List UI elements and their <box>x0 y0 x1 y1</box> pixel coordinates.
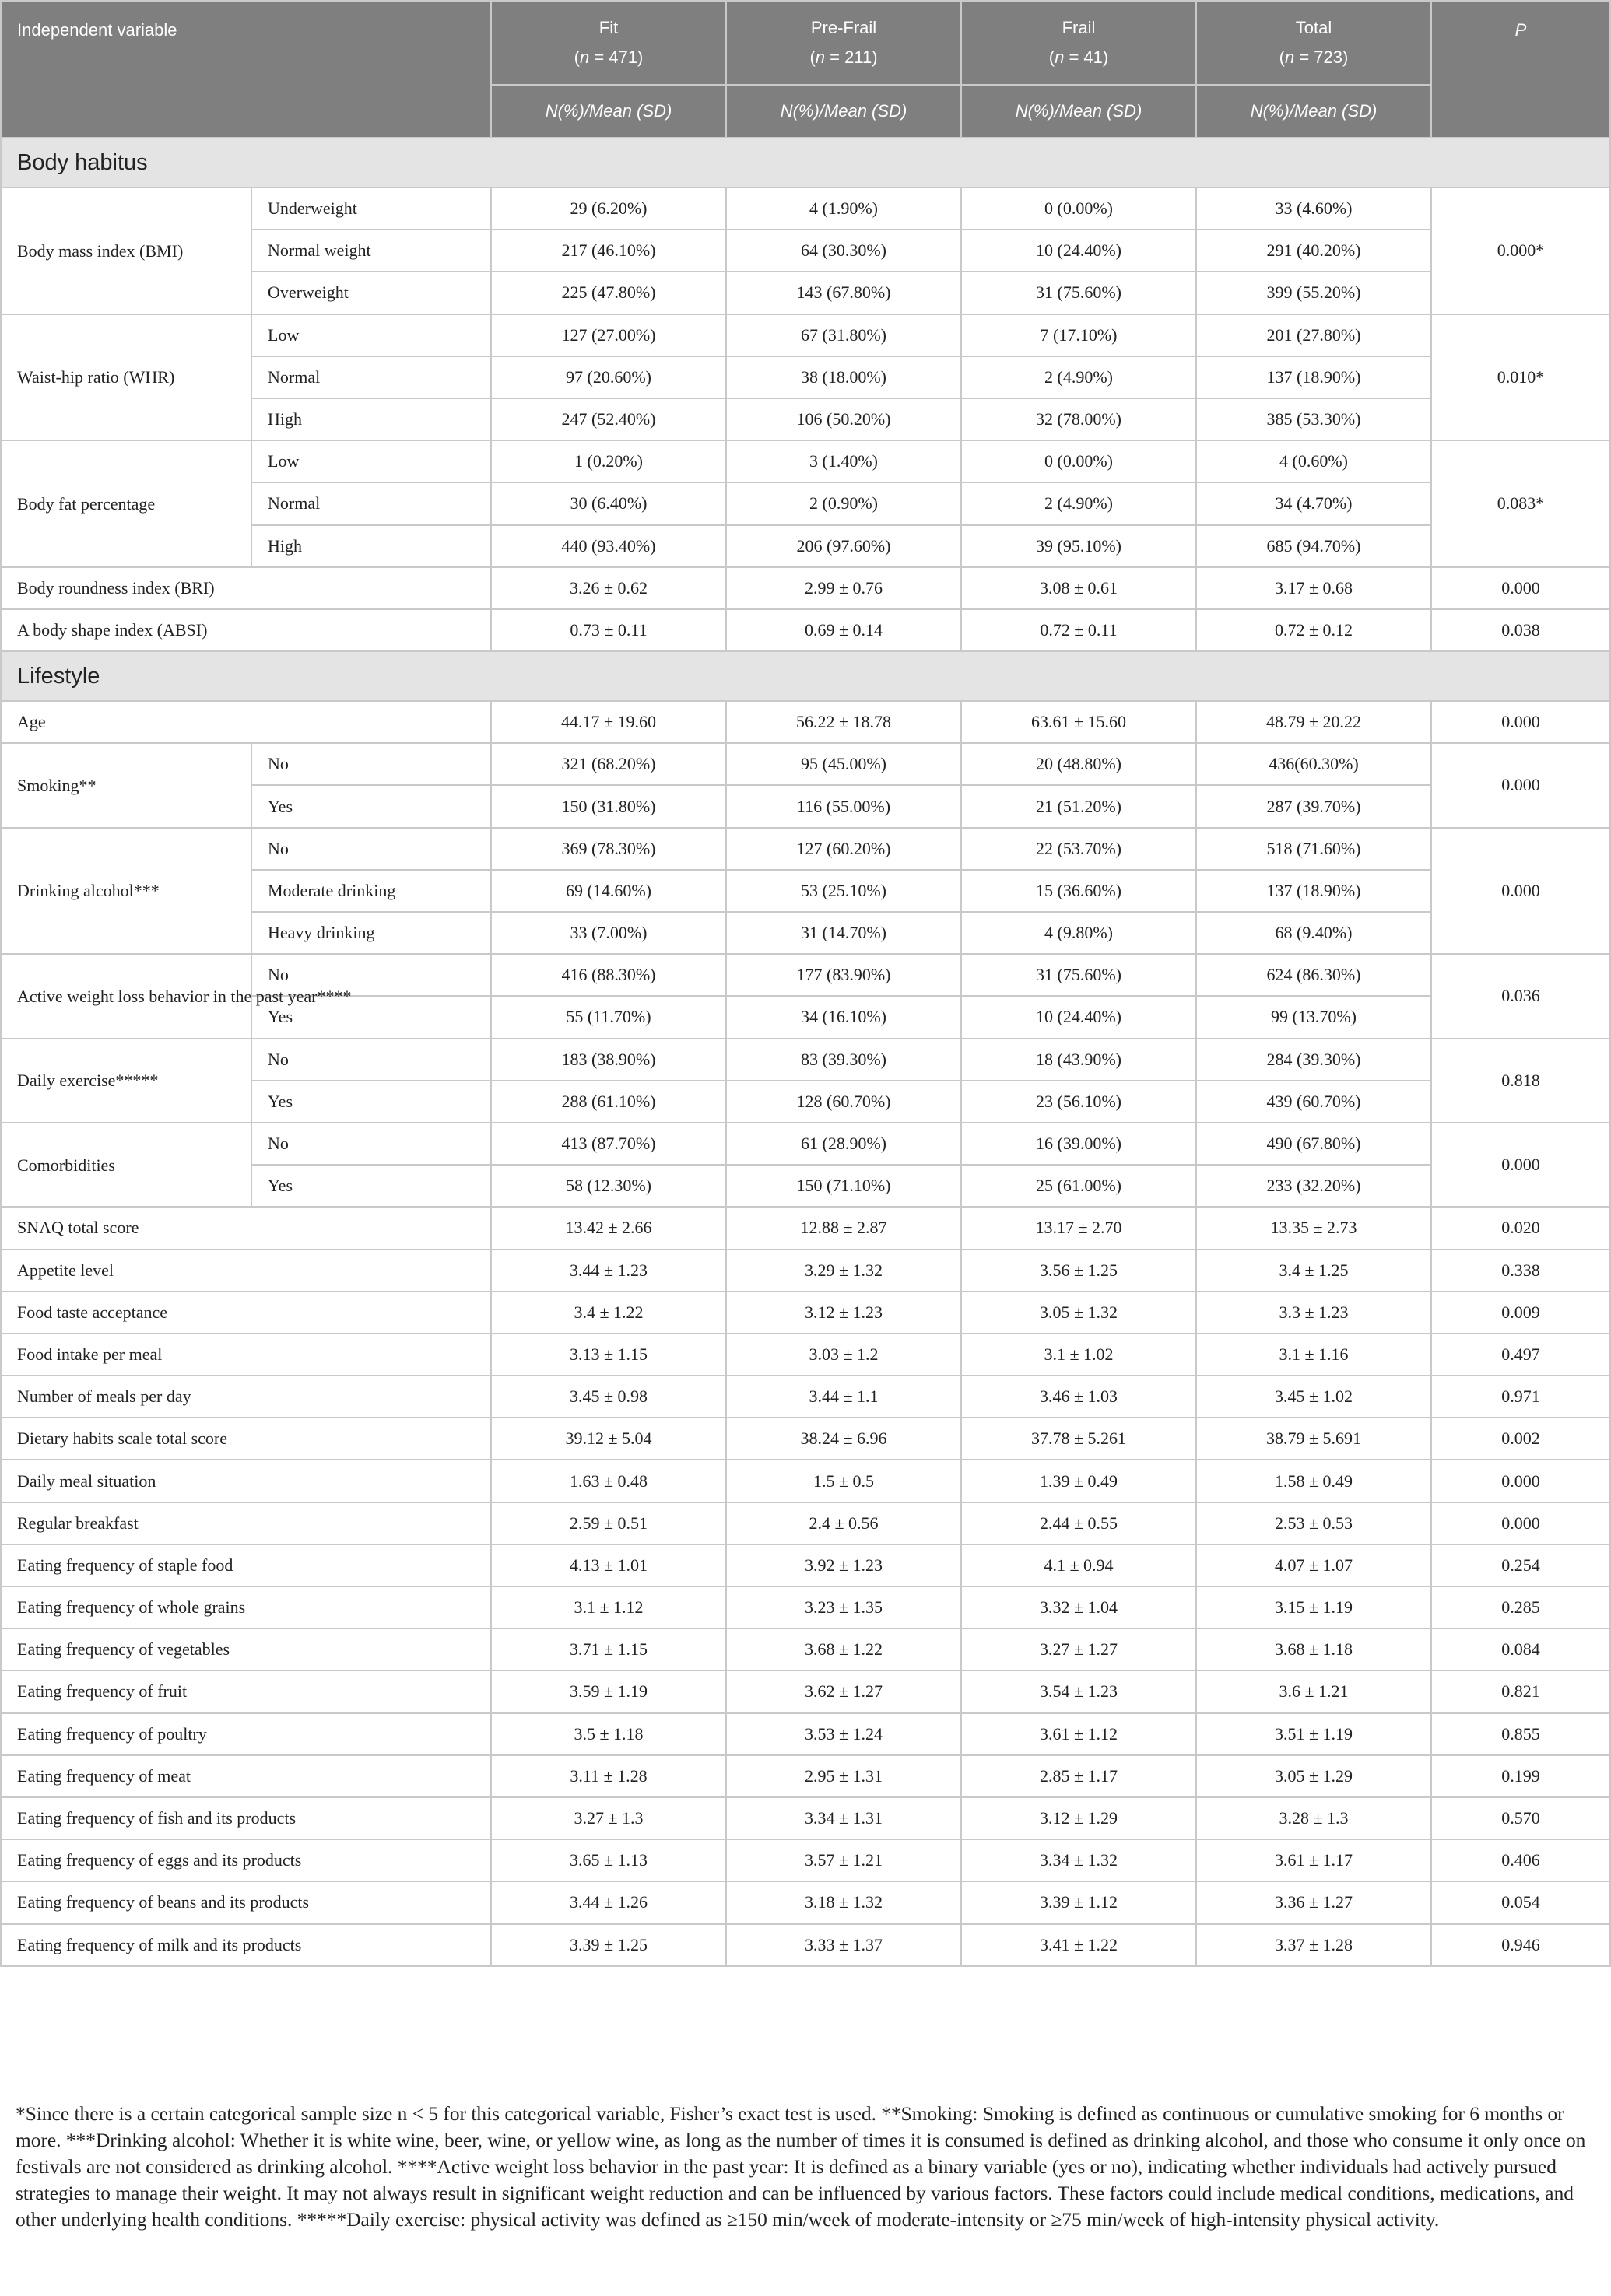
table-row <box>1 1713 1610 1755</box>
cell-pre-frail: 106 (50.20%) <box>726 398 961 440</box>
cell-total: 13.35 ± 2.73 <box>1196 1207 1431 1249</box>
table-row <box>1 1881 1610 1923</box>
cell-frail: 3.08 ± 0.61 <box>961 567 1196 609</box>
cell-fit: 369 (78.30%) <box>491 828 726 870</box>
cell-total: 3.3 ± 1.23 <box>1196 1292 1431 1334</box>
cell-frail: 18 (43.90%) <box>961 1039 1196 1081</box>
category-label: Normal <box>251 356 491 398</box>
cell-fit: 30 (6.40%) <box>491 482 726 524</box>
cell-fit: 413 (87.70%) <box>491 1123 726 1165</box>
cell-p-value: 0.009 <box>1431 1292 1610 1334</box>
variable-label: Eating frequency of meat <box>1 1755 491 1797</box>
variable-label: Daily meal situation <box>1 1460 491 1502</box>
table-footnote <box>16 2101 1603 2233</box>
cell-pre-frail: 127 (60.20%) <box>726 828 961 870</box>
cell-pre-frail: 3 (1.40%) <box>726 440 961 482</box>
cell-fit: 440 (93.40%) <box>491 525 726 567</box>
cell-fit: 3.65 ± 1.13 <box>491 1839 726 1881</box>
cell-total: 3.61 ± 1.17 <box>1196 1839 1431 1881</box>
cell-p-value: 0.199 <box>1431 1755 1610 1797</box>
variable-label: Appetite level <box>1 1250 491 1292</box>
cell-p-value: 0.254 <box>1431 1544 1610 1586</box>
cell-fit: 1.63 ± 0.48 <box>491 1460 726 1502</box>
variable-label: Eating frequency of milk and its products <box>1 1924 491 1966</box>
table-row <box>1 567 1610 609</box>
cell-fit: 97 (20.60%) <box>491 356 726 398</box>
cell-frail: 25 (61.00%) <box>961 1165 1196 1207</box>
cell-frail: 22 (53.70%) <box>961 828 1196 870</box>
cell-total: 1.58 ± 0.49 <box>1196 1460 1431 1502</box>
category-label: Low <box>251 314 491 356</box>
cell-pre-frail: 143 (67.80%) <box>726 272 961 314</box>
cell-frail: 16 (39.00%) <box>961 1123 1196 1165</box>
header-total: Total (n = 723) <box>1196 1 1431 85</box>
cell-frail: 3.32 ± 1.04 <box>961 1586 1196 1628</box>
cell-frail: 3.12 ± 1.29 <box>961 1797 1196 1839</box>
cell-fit: 247 (52.40%) <box>491 398 726 440</box>
cell-pre-frail: 2 (0.90%) <box>726 482 961 524</box>
cell-pre-frail: 3.29 ± 1.32 <box>726 1250 961 1292</box>
cell-total: 3.05 ± 1.29 <box>1196 1755 1431 1797</box>
variable-label: Eating frequency of poultry <box>1 1713 491 1755</box>
table-row <box>1 609 1610 651</box>
category-label: Moderate drinking <box>251 870 491 912</box>
cell-fit: 33 (7.00%) <box>491 912 726 954</box>
cell-fit: 3.1 ± 1.12 <box>491 1586 726 1628</box>
cell-total: 385 (53.30%) <box>1196 398 1431 440</box>
cell-total: 399 (55.20%) <box>1196 272 1431 314</box>
cell-p-value: 0.000 <box>1431 743 1610 827</box>
cell-pre-frail: 3.23 ± 1.35 <box>726 1586 961 1628</box>
cell-total: 4 (0.60%) <box>1196 440 1431 482</box>
cell-pre-frail: 206 (97.60%) <box>726 525 961 567</box>
cell-p-value: 0.000* <box>1431 188 1610 314</box>
variable-label: SNAQ total score <box>1 1207 491 1249</box>
variable-label: Eating frequency of eggs and its products <box>1 1839 491 1881</box>
table-row <box>1 1250 1610 1292</box>
cell-p-value: 0.570 <box>1431 1797 1610 1839</box>
cell-frail: 0 (0.00%) <box>961 188 1196 230</box>
cell-fit: 321 (68.20%) <box>491 743 726 785</box>
table-row <box>1 1207 1610 1249</box>
table-row <box>1 1924 1610 1966</box>
header-stat-frail: N(%)/Mean (SD) <box>961 85 1196 138</box>
variable-label: Daily exercise***** <box>1 1039 251 1123</box>
cell-total: 624 (86.30%) <box>1196 954 1431 996</box>
cell-frail: 2 (4.90%) <box>961 356 1196 398</box>
cell-total: 3.6 ± 1.21 <box>1196 1670 1431 1712</box>
footnote-text: *Since there is a certain categorical sample size n < 5 for this categorical variable, Fisher’s exact test is used. **Smoking: Smoking is defined as continuous or cumulative smoking for 6 months or more. ***Drinking alcohol: Whether it is white wine, beer, wine, or yellow wine, as long as the number of times it is consumed is defined as drinking alcohol, and those who consume it only once on festivals are not considered as drinking alcohol. ****Active weight loss behavior in the past year: It is defined as a binary variable (yes or no), indicating whether individuals had actively pursued strategies to manage their weight. It may not always result in significant weight reduction and can be influenced by various factors. These factors could include medical conditions, medications, and other underlying health conditions. *****Daily exercise: physical activity was defined as ≥150 min/week of moderate-intensity or ≥75 min/week of high-intensity physical activity. <box>16 2103 1586 2231</box>
section-lifestyle: Lifestyle <box>1 651 1610 701</box>
cell-frail: 10 (24.40%) <box>961 996 1196 1038</box>
cell-frail: 10 (24.40%) <box>961 230 1196 272</box>
header-stat-pre-frail: N(%)/Mean (SD) <box>726 85 961 138</box>
cell-total: 3.17 ± 0.68 <box>1196 567 1431 609</box>
variable-label: Eating frequency of vegetables <box>1 1628 491 1670</box>
cell-total: 2.53 ± 0.53 <box>1196 1502 1431 1544</box>
cell-p-value: 0.855 <box>1431 1713 1610 1755</box>
cell-frail: 4 (9.80%) <box>961 912 1196 954</box>
category-label: Yes <box>251 785 491 827</box>
variable-label: Active weight loss behavior in the past year**** <box>1 954 251 1038</box>
header-frail: Frail (n = 41) <box>961 1 1196 85</box>
cell-total: 34 (4.70%) <box>1196 482 1431 524</box>
cell-frail: 1.39 ± 0.49 <box>961 1460 1196 1502</box>
cell-frail: 3.54 ± 1.23 <box>961 1670 1196 1712</box>
cell-fit: 0.73 ± 0.11 <box>491 609 726 651</box>
cell-pre-frail: 3.57 ± 1.21 <box>726 1839 961 1881</box>
variable-label: Eating frequency of staple food <box>1 1544 491 1586</box>
cell-pre-frail: 3.03 ± 1.2 <box>726 1334 961 1376</box>
category-label: No <box>251 954 491 996</box>
cell-total: 284 (39.30%) <box>1196 1039 1431 1081</box>
cell-total: 439 (60.70%) <box>1196 1081 1431 1123</box>
cell-fit: 183 (38.90%) <box>491 1039 726 1081</box>
cell-pre-frail: 3.34 ± 1.31 <box>726 1797 961 1839</box>
cell-pre-frail: 61 (28.90%) <box>726 1123 961 1165</box>
category-label: Overweight <box>251 272 491 314</box>
section-row <box>1 138 1610 188</box>
cell-total: 233 (32.20%) <box>1196 1165 1431 1207</box>
table-row <box>1 1039 1610 1081</box>
cell-total: 3.37 ± 1.28 <box>1196 1924 1431 1966</box>
cell-frail: 3.39 ± 1.12 <box>961 1881 1196 1923</box>
cell-pre-frail: 83 (39.30%) <box>726 1039 961 1081</box>
cell-fit: 3.4 ± 1.22 <box>491 1292 726 1334</box>
header-stat-fit: N(%)/Mean (SD) <box>491 85 726 138</box>
variable-label: Body roundness index (BRI) <box>1 567 491 609</box>
variable-label: Eating frequency of whole grains <box>1 1586 491 1628</box>
cell-fit: 4.13 ± 1.01 <box>491 1544 726 1586</box>
cell-fit: 55 (11.70%) <box>491 996 726 1038</box>
table-row <box>1 1376 1610 1418</box>
cell-fit: 150 (31.80%) <box>491 785 726 827</box>
cell-frail: 31 (75.60%) <box>961 272 1196 314</box>
header-row <box>1 1 1610 85</box>
cell-fit: 3.44 ± 1.23 <box>491 1250 726 1292</box>
cell-total: 3.4 ± 1.25 <box>1196 1250 1431 1292</box>
simple-rows <box>1 1207 1610 1965</box>
variable-label: Comorbidities <box>1 1123 251 1207</box>
cell-pre-frail: 31 (14.70%) <box>726 912 961 954</box>
cell-p-value: 0.285 <box>1431 1586 1610 1628</box>
cell-p-value: 0.821 <box>1431 1670 1610 1712</box>
cell-p-value: 0.497 <box>1431 1334 1610 1376</box>
cell-total: 3.1 ± 1.16 <box>1196 1334 1431 1376</box>
table-row <box>1 1334 1610 1376</box>
cell-p-value: 0.000 <box>1431 701 1610 743</box>
category-label: No <box>251 1039 491 1081</box>
table-row <box>1 1755 1610 1797</box>
cell-p-value: 0.338 <box>1431 1250 1610 1292</box>
cell-frail: 15 (36.60%) <box>961 870 1196 912</box>
cell-pre-frail: 38 (18.00%) <box>726 356 961 398</box>
cell-p-value: 0.054 <box>1431 1881 1610 1923</box>
cell-fit: 3.71 ± 1.15 <box>491 1628 726 1670</box>
category-label: Normal weight <box>251 230 491 272</box>
variable-label: Waist-hip ratio (WHR) <box>1 314 251 441</box>
cell-frail: 0 (0.00%) <box>961 440 1196 482</box>
header-pre-frail: Pre-Frail (n = 211) <box>726 1 961 85</box>
section-body-habitus: Body habitus <box>1 138 1610 188</box>
cell-frail: 63.61 ± 15.60 <box>961 701 1196 743</box>
category-label: No <box>251 828 491 870</box>
variable-label: Drinking alcohol*** <box>1 828 251 955</box>
table-row <box>1 1670 1610 1712</box>
cell-p-value: 0.818 <box>1431 1039 1610 1123</box>
cell-fit: 2.59 ± 0.51 <box>491 1502 726 1544</box>
cell-frail: 21 (51.20%) <box>961 785 1196 827</box>
cell-total: 137 (18.90%) <box>1196 356 1431 398</box>
cell-pre-frail: 3.62 ± 1.27 <box>726 1670 961 1712</box>
variable-label: Eating frequency of beans and its products <box>1 1881 491 1923</box>
cell-total: 685 (94.70%) <box>1196 525 1431 567</box>
cell-frail: 2 (4.90%) <box>961 482 1196 524</box>
category-label: Low <box>251 440 491 482</box>
cell-fit: 225 (47.80%) <box>491 272 726 314</box>
variable-label: Eating frequency of fruit <box>1 1670 491 1712</box>
variable-label: Number of meals per day <box>1 1376 491 1418</box>
cell-p-value: 0.000 <box>1431 828 1610 955</box>
cell-pre-frail: 38.24 ± 6.96 <box>726 1418 961 1460</box>
table-row <box>1 1797 1610 1839</box>
cell-total: 0.72 ± 0.12 <box>1196 609 1431 651</box>
cell-p-value: 0.971 <box>1431 1376 1610 1418</box>
cell-pre-frail: 12.88 ± 2.87 <box>726 1207 961 1249</box>
cell-fit: 1 (0.20%) <box>491 440 726 482</box>
header-p-value: P <box>1431 1 1610 138</box>
cell-p-value: 0.000 <box>1431 1123 1610 1207</box>
variable-label: Age <box>1 701 491 743</box>
cell-pre-frail: 67 (31.80%) <box>726 314 961 356</box>
table-row <box>1 828 1610 870</box>
cell-frail: 13.17 ± 2.70 <box>961 1207 1196 1249</box>
cell-fit: 29 (6.20%) <box>491 188 726 230</box>
cell-frail: 2.44 ± 0.55 <box>961 1502 1196 1544</box>
cell-total: 291 (40.20%) <box>1196 230 1431 272</box>
cell-fit: 3.27 ± 1.3 <box>491 1797 726 1839</box>
table-row <box>1 188 1610 230</box>
table-row <box>1 954 1610 996</box>
cell-pre-frail: 3.68 ± 1.22 <box>726 1628 961 1670</box>
section-row <box>1 651 1610 701</box>
cell-total: 201 (27.80%) <box>1196 314 1431 356</box>
cell-frail: 3.05 ± 1.32 <box>961 1292 1196 1334</box>
cell-frail: 39 (95.10%) <box>961 525 1196 567</box>
cell-total: 38.79 ± 5.691 <box>1196 1418 1431 1460</box>
category-label: No <box>251 1123 491 1165</box>
cell-fit: 3.44 ± 1.26 <box>491 1881 726 1923</box>
cell-pre-frail: 3.18 ± 1.32 <box>726 1881 961 1923</box>
cell-frail: 3.41 ± 1.22 <box>961 1924 1196 1966</box>
cell-p-value: 0.946 <box>1431 1924 1610 1966</box>
cell-p-value: 0.000 <box>1431 1502 1610 1544</box>
cell-p-value: 0.010* <box>1431 314 1610 441</box>
cell-frail: 23 (56.10%) <box>961 1081 1196 1123</box>
cell-total: 518 (71.60%) <box>1196 828 1431 870</box>
cell-p-value: 0.036 <box>1431 954 1610 1038</box>
cell-fit: 3.39 ± 1.25 <box>491 1924 726 1966</box>
table-row <box>1 314 1610 356</box>
header-stat-total: N(%)/Mean (SD) <box>1196 85 1431 138</box>
header-fit: Fit (n = 471) <box>491 1 726 85</box>
table-row <box>1 1628 1610 1670</box>
cell-fit: 3.5 ± 1.18 <box>491 1713 726 1755</box>
cell-p-value: 0.002 <box>1431 1418 1610 1460</box>
variable-label: Eating frequency of fish and its products <box>1 1797 491 1839</box>
cell-total: 3.28 ± 1.3 <box>1196 1797 1431 1839</box>
cell-fit: 69 (14.60%) <box>491 870 726 912</box>
cell-fit: 3.26 ± 0.62 <box>491 567 726 609</box>
cell-frail: 31 (75.60%) <box>961 954 1196 996</box>
category-label: Yes <box>251 996 491 1038</box>
variable-label: Food intake per meal <box>1 1334 491 1376</box>
table-row <box>1 1292 1610 1334</box>
cell-total: 436(60.30%) <box>1196 743 1431 785</box>
cell-fit: 217 (46.10%) <box>491 230 726 272</box>
category-label: Heavy drinking <box>251 912 491 954</box>
cell-pre-frail: 0.69 ± 0.14 <box>726 609 961 651</box>
category-label: High <box>251 525 491 567</box>
table-row <box>1 1586 1610 1628</box>
cell-pre-frail: 177 (83.90%) <box>726 954 961 996</box>
cell-frail: 3.56 ± 1.25 <box>961 1250 1196 1292</box>
cell-p-value: 0.084 <box>1431 1628 1610 1670</box>
cell-total: 3.51 ± 1.19 <box>1196 1713 1431 1755</box>
cell-fit: 3.59 ± 1.19 <box>491 1670 726 1712</box>
cell-p-value: 0.083* <box>1431 440 1610 567</box>
cell-frail: 2.85 ± 1.17 <box>961 1755 1196 1797</box>
category-label: Underweight <box>251 188 491 230</box>
cell-pre-frail: 3.53 ± 1.24 <box>726 1713 961 1755</box>
table-row <box>1 1502 1610 1544</box>
cell-pre-frail: 2.99 ± 0.76 <box>726 567 961 609</box>
cell-fit: 288 (61.10%) <box>491 1081 726 1123</box>
variable-label: Dietary habits scale total score <box>1 1418 491 1460</box>
category-label: No <box>251 743 491 785</box>
cell-p-value: 0.020 <box>1431 1207 1610 1249</box>
header-independent-variable: Independent variable <box>1 1 491 138</box>
cell-total: 33 (4.60%) <box>1196 188 1431 230</box>
cell-pre-frail: 116 (55.00%) <box>726 785 961 827</box>
cell-total: 3.68 ± 1.18 <box>1196 1628 1431 1670</box>
cell-fit: 58 (12.30%) <box>491 1165 726 1207</box>
cell-frail: 3.27 ± 1.27 <box>961 1628 1196 1670</box>
variable-label: Smoking** <box>1 743 251 827</box>
cell-total: 4.07 ± 1.07 <box>1196 1544 1431 1586</box>
cell-p-value: 0.000 <box>1431 1460 1610 1502</box>
cell-pre-frail: 2.4 ± 0.56 <box>726 1502 961 1544</box>
cell-fit: 3.45 ± 0.98 <box>491 1376 726 1418</box>
cell-pre-frail: 4 (1.90%) <box>726 188 961 230</box>
variable-label: Body fat percentage <box>1 440 251 567</box>
cell-pre-frail: 128 (60.70%) <box>726 1081 961 1123</box>
cell-p-value: 0.038 <box>1431 609 1610 651</box>
cell-fit: 3.13 ± 1.15 <box>491 1334 726 1376</box>
cell-frail: 7 (17.10%) <box>961 314 1196 356</box>
table-row <box>1 701 1610 743</box>
table-row <box>1 440 1610 482</box>
cell-frail: 3.61 ± 1.12 <box>961 1713 1196 1755</box>
cell-pre-frail: 1.5 ± 0.5 <box>726 1460 961 1502</box>
table-row <box>1 1418 1610 1460</box>
cell-frail: 37.78 ± 5.261 <box>961 1418 1196 1460</box>
cell-pre-frail: 56.22 ± 18.78 <box>726 701 961 743</box>
category-label: Normal <box>251 482 491 524</box>
table-row <box>1 1544 1610 1586</box>
cell-total: 99 (13.70%) <box>1196 996 1431 1038</box>
cell-total: 3.45 ± 1.02 <box>1196 1376 1431 1418</box>
table-row <box>1 1123 1610 1165</box>
cell-total: 490 (67.80%) <box>1196 1123 1431 1165</box>
variable-label: Regular breakfast <box>1 1502 491 1544</box>
cell-pre-frail: 53 (25.10%) <box>726 870 961 912</box>
cell-frail: 3.34 ± 1.32 <box>961 1839 1196 1881</box>
cell-pre-frail: 2.95 ± 1.31 <box>726 1755 961 1797</box>
cell-fit: 127 (27.00%) <box>491 314 726 356</box>
category-label: Yes <box>251 1165 491 1207</box>
cell-p-value: 0.000 <box>1431 567 1610 609</box>
cell-total: 287 (39.70%) <box>1196 785 1431 827</box>
table-row <box>1 743 1610 785</box>
cell-frail: 20 (48.80%) <box>961 743 1196 785</box>
cell-fit: 39.12 ± 5.04 <box>491 1418 726 1460</box>
cell-pre-frail: 3.44 ± 1.1 <box>726 1376 961 1418</box>
cell-frail: 4.1 ± 0.94 <box>961 1544 1196 1586</box>
cell-total: 48.79 ± 20.22 <box>1196 701 1431 743</box>
cell-total: 3.15 ± 1.19 <box>1196 1586 1431 1628</box>
cell-pre-frail: 3.33 ± 1.37 <box>726 1924 961 1966</box>
cell-frail: 32 (78.00%) <box>961 398 1196 440</box>
variable-label: Body mass index (BMI) <box>1 188 251 314</box>
cell-total: 3.36 ± 1.27 <box>1196 1881 1431 1923</box>
cell-fit: 3.11 ± 1.28 <box>491 1755 726 1797</box>
cell-pre-frail: 64 (30.30%) <box>726 230 961 272</box>
cell-frail: 3.46 ± 1.03 <box>961 1376 1196 1418</box>
cell-pre-frail: 3.92 ± 1.23 <box>726 1544 961 1586</box>
cell-fit: 13.42 ± 2.66 <box>491 1207 726 1249</box>
variable-label: Food taste acceptance <box>1 1292 491 1334</box>
cell-p-value: 0.406 <box>1431 1839 1610 1881</box>
variable-label: A body shape index (ABSI) <box>1 609 491 651</box>
category-label: Yes <box>251 1081 491 1123</box>
table-row <box>1 1460 1610 1502</box>
table-row <box>1 1839 1610 1881</box>
cell-pre-frail: 95 (45.00%) <box>726 743 961 785</box>
category-label: High <box>251 398 491 440</box>
cell-pre-frail: 3.12 ± 1.23 <box>726 1292 961 1334</box>
cell-pre-frail: 150 (71.10%) <box>726 1165 961 1207</box>
cell-fit: 44.17 ± 19.60 <box>491 701 726 743</box>
cell-frail: 0.72 ± 0.11 <box>961 609 1196 651</box>
cell-frail: 3.1 ± 1.02 <box>961 1334 1196 1376</box>
cell-fit: 416 (88.30%) <box>491 954 726 996</box>
cell-total: 68 (9.40%) <box>1196 912 1431 954</box>
cell-total: 137 (18.90%) <box>1196 870 1431 912</box>
cell-pre-frail: 34 (16.10%) <box>726 996 961 1038</box>
